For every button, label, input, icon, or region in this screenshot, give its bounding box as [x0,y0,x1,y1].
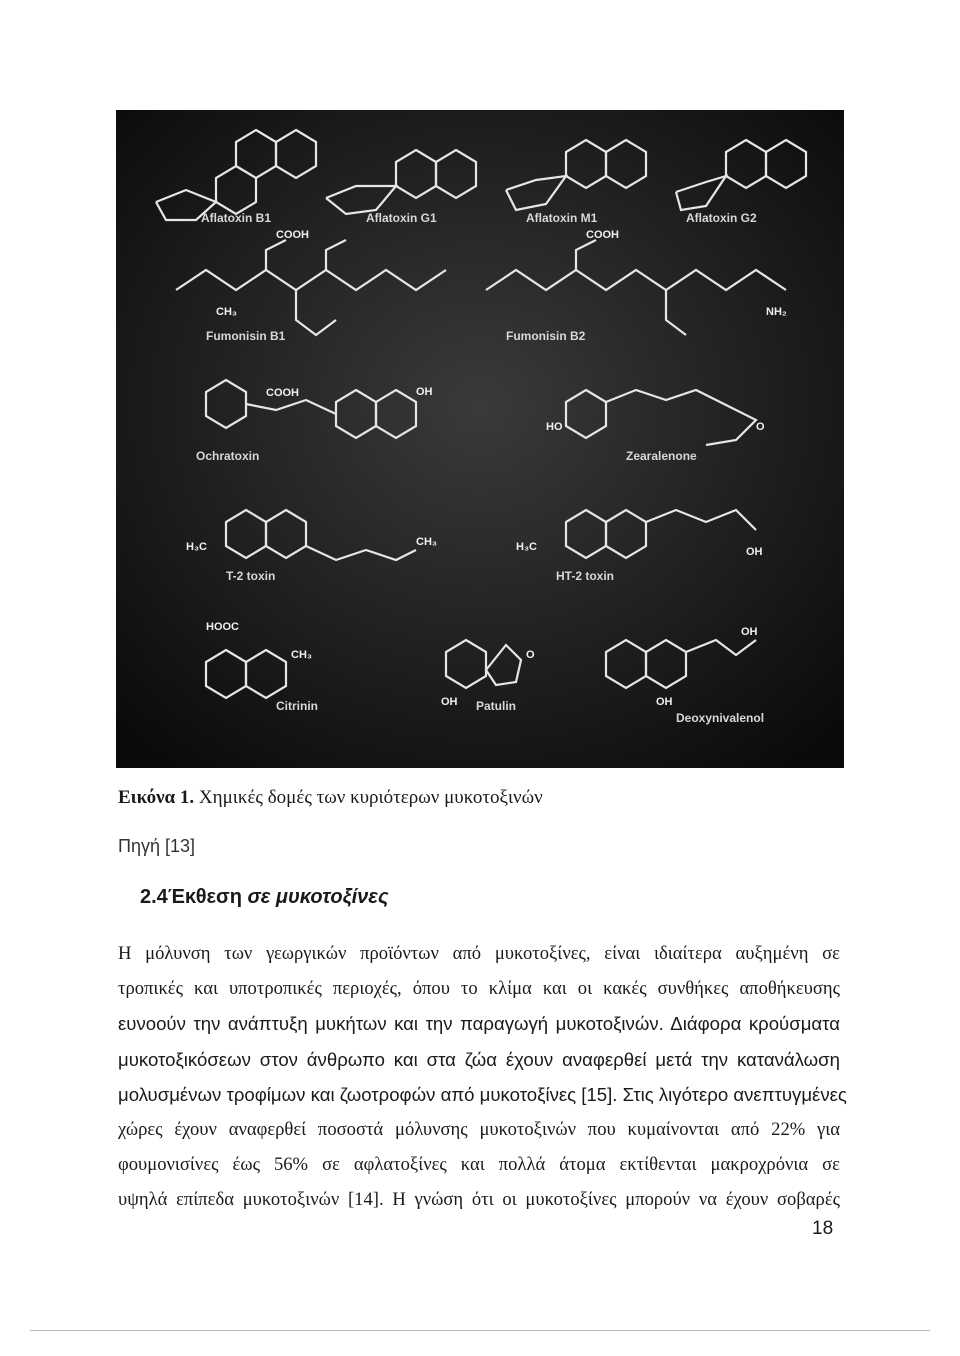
figure-label: Aflatoxin B1 [201,211,272,225]
svg-text:COOH: COOH [586,229,619,241]
figure-label: Aflatoxin G1 [366,211,437,225]
chemical-structures-image [116,110,844,768]
paragraph-line: μολυσμένων τροφίμων και ζωοτροφών από μυκοτοξίνες [15]. Στις λιγότερο ανεπτυγμένες [118,1083,847,1105]
figure-label: Ochratoxin [196,449,260,463]
figure-caption [118,787,543,809]
svg-text:HO: HO [546,421,563,433]
paragraph-line: μυκοτοξικόσεων στον άνθρωπο και στα ζώα έχουν αναφερθεί μετά την κατανάλωση [118,1048,840,1070]
figure-label: Citrinin [276,699,318,713]
svg-text:OH: OH [741,626,758,638]
figure-label: HT-2 toxin [556,569,615,583]
section-number: 2.4 [140,886,168,908]
section-title-part1: Έκθεση [167,886,242,908]
svg-text:OH: OH [441,696,458,708]
paragraph-line: τροπικές και υποτροπικές περιοχές, όπου το κλίμα και οι κακές συνθήκες αποθήκευσης [118,978,840,1000]
footer-divider [30,1330,930,1331]
section-heading [140,886,389,909]
svg-text:O: O [756,421,765,433]
svg-text:HOOC: HOOC [206,621,239,633]
figure-label: Fumonisin B2 [506,329,586,343]
svg-text:OH: OH [656,696,673,708]
paragraph [118,936,847,1218]
chemical-structures-figure [116,110,844,768]
paragraph-line: υψηλά επίπεδα μυκοτοξινών [14]. Η γνώση ότι οι μυκοτοξίνες μπορούν να έχουν σοβαρές [118,1189,840,1211]
paragraph-line: φουμονισίνες έως 56% σε αφλατοξίνες και πολλά άτομα εκτίθενται μακροχρόνια σε [118,1154,840,1176]
page-number: 18 [812,1218,834,1239]
caption-label: Εικόνα 1. [118,787,195,808]
svg-text:OH: OH [746,546,763,558]
svg-text:CH₃: CH₃ [291,649,312,661]
figure-label: Aflatoxin G2 [686,211,757,225]
caption-text: Χημικές δομές των κυριότερων μυκοτοξινών [198,787,543,808]
figure-label: Aflatoxin M1 [526,211,598,225]
paragraph-line: Η μόλυνση των γεωργικών προϊόντων από μυκοτοξίνες, είναι ιδιαίτερα αυξημένη σε [118,943,840,964]
svg-text:CH₃: CH₃ [216,306,237,318]
figure-label: Zearalenone [626,449,697,463]
figure-label: Deoxynivalenol [676,711,765,725]
svg-text:COOH: COOH [276,229,309,241]
svg-text:CH₃: CH₃ [416,536,437,548]
figure-label: Patulin [476,699,517,713]
svg-text:H₃C: H₃C [186,541,207,553]
paragraph-line: χώρες έχουν αναφερθεί ποσοστά μόλυνσης μυκοτοξινών που κυμαίνονται από 22% για [118,1119,840,1141]
svg-text:H₃C: H₃C [516,541,537,553]
paragraph-line: ευνοούν την ανάπτυξη μυκήτων και την παραγωγή μυκοτοξινών. Διάφορα κρούσματα [118,1013,840,1035]
figure-label: Fumonisin B1 [206,329,286,343]
svg-text:NH₂: NH₂ [766,306,787,318]
section-title-part2: σε μυκοτοξίνες [247,886,389,908]
svg-text:COOH: COOH [266,387,299,399]
svg-text:O: O [526,649,535,661]
figure-source: Πηγή [13] [118,836,196,856]
figure-label: T-2 toxin [226,569,276,583]
svg-text:OH: OH [416,386,433,398]
